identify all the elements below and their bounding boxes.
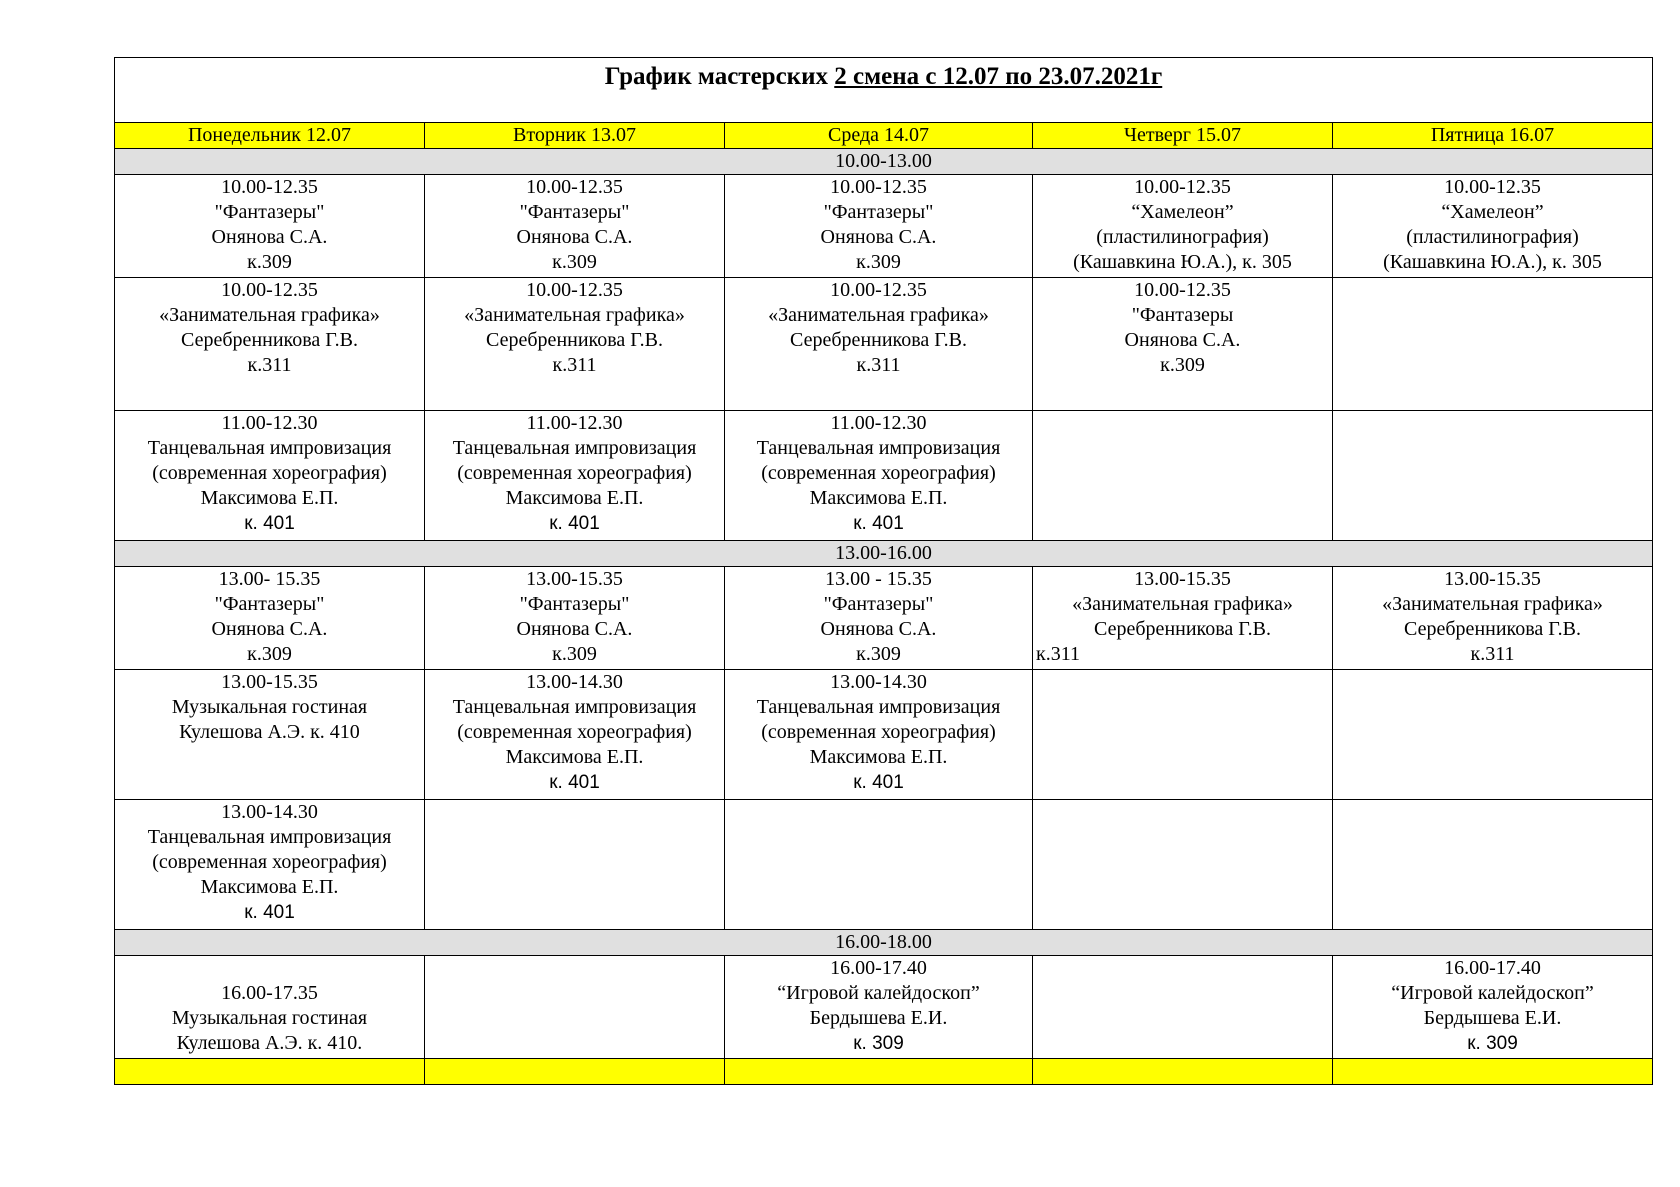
- session-detail: к. 401: [853, 513, 904, 534]
- session-detail: Танцевальная импровизация: [756, 437, 1001, 459]
- time-slot-1: 10.00-13.00: [115, 149, 1653, 175]
- schedule-cell: [725, 670, 1033, 800]
- session-detail: «Занимательная графика»: [768, 304, 989, 326]
- schedule-row: [115, 175, 1653, 278]
- footer-cell: [725, 1059, 1033, 1085]
- time-slot-3: 16.00-18.00: [115, 930, 1653, 956]
- schedule-row: [115, 567, 1653, 670]
- session-detail: (современная хореография): [761, 462, 996, 484]
- session-time: 10.00-12.35: [526, 279, 623, 301]
- schedule-row: [115, 670, 1653, 800]
- session-detail: Онянова С.А.: [820, 226, 937, 248]
- session-detail: “Хамелеон”: [1131, 201, 1234, 223]
- schedule-sheet: [114, 57, 1652, 1085]
- session-detail: «Занимательная графика»: [464, 304, 685, 326]
- session-detail: к. 401: [549, 772, 600, 793]
- schedule-title: [605, 63, 1162, 90]
- session-detail: Серебренникова Г.В.: [1094, 618, 1271, 640]
- day-header-tuesday: Вторник 13.07: [425, 123, 725, 149]
- time-slot-row: [115, 541, 1653, 567]
- session-detail: к.309: [552, 643, 597, 665]
- schedule-cell: [1033, 175, 1333, 278]
- session-time: 13.00-15.35: [1444, 568, 1541, 590]
- day-header-thursday: Четверг 15.07: [1033, 123, 1333, 149]
- footer-cell: [115, 1059, 425, 1085]
- session-time: 10.00-12.35: [1134, 279, 1231, 301]
- session-time: 13.00 - 15.35: [825, 568, 932, 590]
- schedule-cell: [725, 411, 1033, 541]
- session-detail: (современная хореография): [457, 462, 692, 484]
- session-detail: (Кашавкина Ю.А.), к. 305: [1073, 251, 1292, 273]
- session-detail: Онянова С.А.: [1124, 329, 1241, 351]
- session-detail: Максимова Е.П.: [505, 487, 644, 509]
- session-detail: Онянова С.А.: [820, 618, 937, 640]
- session-detail: к. 401: [244, 902, 295, 923]
- day-header-monday: Понедельник 12.07: [115, 123, 425, 149]
- session-detail: (современная хореография): [761, 721, 996, 743]
- session-detail: “Игровой калейдоскоп”: [777, 982, 980, 1004]
- empty-cell: [1033, 800, 1333, 930]
- session-detail: Танцевальная импровизация: [756, 696, 1001, 718]
- empty-cell: [1333, 670, 1653, 800]
- schedule-cell: [425, 567, 725, 670]
- session-detail: Максимова Е.П.: [200, 876, 339, 898]
- session-time: 10.00-12.35: [830, 176, 927, 198]
- schedule-row: [115, 956, 1653, 1059]
- session-detail: «Занимательная графика»: [159, 304, 380, 326]
- schedule-cell: [725, 278, 1033, 411]
- empty-cell: [725, 800, 1033, 930]
- session-detail: Серебренникова Г.В.: [790, 329, 967, 351]
- schedule-cell: [425, 411, 725, 541]
- session-detail: Танцевальная импровизация: [452, 696, 697, 718]
- day-header-friday: Пятница 16.07: [1333, 123, 1653, 149]
- schedule-cell: [725, 175, 1033, 278]
- days-header-row: [115, 123, 1653, 149]
- session-detail: к. 401: [244, 513, 295, 534]
- session-detail: Максимова Е.П.: [200, 487, 339, 509]
- schedule-row: [115, 800, 1653, 930]
- session-time: 13.00-14.30: [830, 671, 927, 693]
- session-time: 10.00-12.35: [221, 279, 318, 301]
- time-slot-2: 13.00-16.00: [115, 541, 1653, 567]
- schedule-cell: [115, 956, 425, 1059]
- schedule-cell: [115, 800, 425, 930]
- schedule-cell: [115, 278, 425, 411]
- session-detail: "Фантазеры": [214, 201, 325, 223]
- schedule-cell: [425, 278, 725, 411]
- session-detail: к.311: [856, 354, 901, 376]
- schedule-cell: [1333, 175, 1653, 278]
- session-detail: «Занимательная графика»: [1382, 593, 1603, 615]
- empty-cell: [1333, 278, 1653, 411]
- session-detail: Танцевальная импровизация: [147, 826, 392, 848]
- session-detail: Максимова Е.П.: [809, 746, 948, 768]
- time-slot-row: [115, 149, 1653, 175]
- session-detail: Серебренникова Г.В.: [181, 329, 358, 351]
- session-detail: (современная хореография): [457, 721, 692, 743]
- session-detail: Танцевальная импровизация: [147, 437, 392, 459]
- session-detail: к.309: [856, 643, 901, 665]
- schedule-cell: [1033, 567, 1333, 670]
- session-detail: Онянова С.А.: [211, 226, 328, 248]
- title-shift: 2 смена с 12.07 по 23.07.2021г: [834, 63, 1163, 90]
- session-time: 10.00-12.35: [1134, 176, 1231, 198]
- session-detail: «Занимательная графика»: [1072, 593, 1293, 615]
- session-detail: Максимова Е.П.: [505, 746, 644, 768]
- schedule-cell: [725, 956, 1033, 1059]
- session-detail: "Фантазеры": [214, 593, 325, 615]
- session-detail: к.309: [552, 251, 597, 273]
- session-time: 16.00-17.40: [830, 957, 927, 979]
- session-detail: (Кашавкина Ю.А.), к. 305: [1383, 251, 1602, 273]
- session-time: 13.00-14.30: [221, 801, 318, 823]
- session-detail: Онянова С.А.: [516, 618, 633, 640]
- title-cell: [115, 58, 1653, 123]
- schedule-cell: [1033, 278, 1333, 411]
- session-detail: к.309: [247, 643, 292, 665]
- schedule-row: [115, 278, 1653, 411]
- empty-cell: [1333, 800, 1653, 930]
- session-detail: "Фантазеры": [519, 593, 630, 615]
- session-time: [118, 956, 421, 981]
- session-detail: Бердышева Е.И.: [1423, 1007, 1562, 1029]
- empty-cell: [1033, 411, 1333, 541]
- session-time: 13.00-15.35: [1134, 568, 1231, 590]
- session-detail: Кулешова А.Э. к. 410.: [176, 1032, 363, 1054]
- schedule-cell: [115, 175, 425, 278]
- session-detail: "Фантазеры: [1131, 304, 1234, 326]
- session-time: 13.00-14.30: [526, 671, 623, 693]
- session-time: 11.00-12.30: [830, 412, 927, 434]
- time-slot-row: [115, 930, 1653, 956]
- session-detail: Серебренникова Г.В.: [486, 329, 663, 351]
- footer-cell: [425, 1059, 725, 1085]
- empty-cell: [1033, 956, 1333, 1059]
- session-detail: к.309: [856, 251, 901, 273]
- title-row: [115, 58, 1653, 123]
- session-time: 10.00-12.35: [1444, 176, 1541, 198]
- session-detail: Онянова С.А.: [211, 618, 328, 640]
- schedule-cell: [1333, 567, 1653, 670]
- session-detail: к. 401: [549, 513, 600, 534]
- session-detail: к.311: [247, 354, 292, 376]
- session-time: 11.00-12.30: [526, 412, 623, 434]
- footer-cell: [1033, 1059, 1333, 1085]
- schedule-cell: [115, 670, 425, 800]
- session-detail: (пластилинография): [1406, 226, 1579, 248]
- schedule-row: [115, 411, 1653, 541]
- empty-cell: [1333, 411, 1653, 541]
- session-detail: к.309: [247, 251, 292, 273]
- session-detail: к. 309: [853, 1033, 904, 1054]
- session-detail: Онянова С.А.: [516, 226, 633, 248]
- empty-cell: [1033, 670, 1333, 800]
- session-detail: Серебренникова Г.В.: [1404, 618, 1581, 640]
- footer-cell: [1333, 1059, 1653, 1085]
- session-detail: к.309: [1160, 354, 1205, 376]
- session-detail: к.311: [1036, 643, 1080, 665]
- schedule-cell: [115, 411, 425, 541]
- session-detail: “Хамелеон”: [1441, 201, 1544, 223]
- session-detail: к. 401: [853, 772, 904, 793]
- session-time: 13.00-15.35: [526, 568, 623, 590]
- schedule-cell: [725, 567, 1033, 670]
- session-detail: "Фантазеры": [823, 201, 934, 223]
- schedule-cell: [425, 175, 725, 278]
- session-detail: "Фантазеры": [519, 201, 630, 223]
- session-detail: "Фантазеры": [823, 593, 934, 615]
- session-detail: Музыкальная гостиная: [171, 1007, 368, 1029]
- session-time: 10.00-12.35: [830, 279, 927, 301]
- session-detail: (современная хореография): [152, 851, 387, 873]
- empty-cell: [425, 956, 725, 1059]
- session-time: 16.00-17.40: [1444, 957, 1541, 979]
- session-detail: Бердышева Е.И.: [809, 1007, 948, 1029]
- session-detail: (пластилинография): [1096, 226, 1269, 248]
- session-time: 10.00-12.35: [221, 176, 318, 198]
- empty-cell: [425, 800, 725, 930]
- schedule-table: [114, 57, 1653, 1085]
- day-header-wednesday: Среда 14.07: [725, 123, 1033, 149]
- session-detail: к.311: [552, 354, 597, 376]
- footer-row: [115, 1059, 1653, 1085]
- session-detail: к.311: [1470, 643, 1515, 665]
- session-time: 13.00-15.35: [221, 671, 318, 693]
- session-detail: Кулешова А.Э. к. 410: [179, 721, 360, 743]
- schedule-cell: [115, 567, 425, 670]
- schedule-cell: [425, 670, 725, 800]
- session-time: 13.00- 15.35: [218, 568, 321, 590]
- session-detail: Танцевальная импровизация: [452, 437, 697, 459]
- session-detail: 16.00-17.35: [221, 982, 318, 1004]
- session-detail: (современная хореография): [152, 462, 387, 484]
- title-main: График мастерских: [604, 63, 835, 90]
- session-time: 10.00-12.35: [526, 176, 623, 198]
- session-detail: “Игровой калейдоскоп”: [1391, 982, 1594, 1004]
- session-detail: Музыкальная гостиная: [171, 696, 368, 718]
- session-detail: Максимова Е.П.: [809, 487, 948, 509]
- session-time: 11.00-12.30: [221, 412, 318, 434]
- schedule-cell: [1333, 956, 1653, 1059]
- session-detail: к. 309: [1467, 1033, 1518, 1054]
